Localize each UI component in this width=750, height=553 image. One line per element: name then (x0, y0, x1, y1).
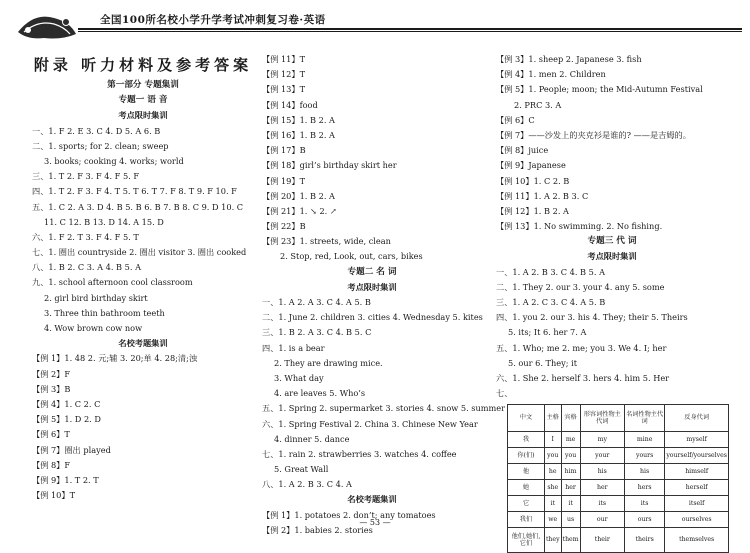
answer-line: 【例 20】1. B 2. A (262, 190, 335, 201)
answer-line: 【例 2】1. babies 2. stories (262, 524, 373, 535)
table-cell: himself (665, 464, 729, 480)
table-cell: herself (665, 480, 729, 496)
table-cell: 我 (508, 432, 545, 448)
table-header-cell: 宾格 (561, 405, 580, 432)
answer-line: 【例 19】T (262, 175, 306, 186)
answer-line: 四、1. T 2. F 3. F 4. T 5. T 6. T 7. F 8. T 9. F 10. F (32, 186, 237, 197)
answer-line: 三、1. A 2. C 3. C 4. A 5. B (496, 297, 606, 307)
answer-line: 【例 9】Japanese (496, 160, 566, 171)
table-cell: themselves (665, 528, 729, 553)
table-cell: they (544, 528, 561, 553)
answer-line: 【例 10】1. C 2. B (496, 175, 570, 186)
table-cell: your (580, 448, 624, 464)
table-cell: him (561, 464, 580, 480)
table-cell: his (624, 464, 664, 480)
table-cell: yourself/yourselves (665, 448, 729, 464)
answer-line: 【例 10】T (32, 490, 76, 501)
table-row (508, 496, 729, 512)
page-number: — 53 — (359, 518, 391, 527)
table-cell: ours (624, 512, 664, 528)
table-cell: I (544, 432, 561, 448)
table-cell: ourselves (665, 512, 729, 528)
table-row (508, 448, 729, 464)
answer-line: 专题一 语 音 (118, 95, 168, 106)
answer-line: 4. are leaves 5. Who’s (274, 388, 366, 399)
answer-line: 【例 1】1. potatoes 2. don’t; any tomatoes (262, 509, 436, 520)
answer-line: 【例 6】C (496, 114, 535, 125)
table-cell: me (561, 432, 580, 448)
table-cell: our (580, 512, 624, 528)
answer-line: 一、1. F 2. E 3. C 4. D 5. A 6. B (32, 125, 161, 136)
table-cell: us (561, 512, 580, 528)
answer-line: 【例 17】B (262, 145, 306, 156)
table-header-cell: 中文 (508, 405, 545, 432)
answer-line: 【例 11】T (262, 54, 306, 64)
answer-line: 【例 16】1. B 2. A (262, 129, 335, 140)
column-left (32, 52, 254, 503)
answer-line: 【例 1】1. 48 2. 元;辅 3. 20;单 4. 28;清;浊 (32, 353, 198, 364)
answer-line: 八、1. B 2. C 3. A 4. B 5. A (32, 262, 141, 273)
table-cell: mine (624, 432, 664, 448)
table-row (508, 464, 729, 480)
table-cell: you (561, 448, 580, 464)
table-cell: 他 (508, 464, 545, 480)
answer-line: 二、1. June 2. children 3. cities 4. Wednesday 5. kites (262, 312, 483, 323)
table-header-cell: 形容词性物主代词 (580, 405, 624, 432)
answer-line: 2. PRC 3. A (514, 99, 562, 110)
answer-line: 名校考题集训 (347, 494, 397, 505)
answer-line: 七、 (496, 388, 513, 399)
answer-line: 2. Stop, red, Look, out, cars, bikes (280, 251, 423, 262)
answer-line: 【例 23】1. streets, wide, clean (262, 236, 391, 247)
answer-line: 5. Great Wall (274, 464, 329, 475)
column-right (496, 52, 728, 401)
table-cell: itself (665, 496, 729, 512)
table-cell: he (544, 464, 561, 480)
answer-line: 【例 9】1. T 2. T (32, 474, 99, 485)
answer-line: 【例 5】1. D 2. D (32, 414, 101, 425)
table-cell: her (561, 480, 580, 496)
answer-line: 专题二 名 词 (347, 266, 397, 277)
answer-line: 【例 22】B (262, 221, 306, 232)
answer-line: 考点限时集训 (587, 251, 637, 262)
answer-line: 【例 15】1. B 2. A (262, 114, 335, 125)
answer-line: 5. our 6. They; it (508, 357, 578, 368)
table-header-row (508, 405, 729, 432)
answer-line: 【例 12】T (262, 69, 306, 80)
answer-line: 【例 2】F (32, 368, 71, 379)
table-cell: 你(们) (508, 448, 545, 464)
answer-line: 二、1. They 2. our 3. your 4. any 5. some (496, 281, 665, 292)
answer-line: 六、1. She 2. herself 3. hers 4. him 5. Her (496, 372, 670, 383)
table-header-cell: 名词性物主代词 (624, 405, 664, 432)
answer-line: 【例 14】food (262, 99, 318, 110)
answer-line: 三、1. B 2. A 3. C 4. B 5. C (262, 327, 372, 338)
table-cell: 我们 (508, 512, 545, 528)
answer-line: 11. C 12. B 13. D 14. A 15. D (44, 216, 164, 227)
answer-line: 一、1. A 2. B 3. C 4. B 5. A (496, 266, 605, 277)
answer-line: 八、1. A 2. B 3. C 4. A (262, 479, 352, 490)
table-row (508, 432, 729, 448)
table-cell: them (561, 528, 580, 553)
answer-line: 【例 4】1. C 2. C (32, 398, 101, 409)
answer-line: 【例 3】B (32, 383, 71, 394)
answer-line: 3. Three thin bathroom teeth (44, 307, 165, 318)
answer-line: 2. They are drawing mice. (274, 357, 383, 368)
column-middle (262, 52, 506, 538)
answer-line: 【例 13】1. No swimming. 2. No fishing. (496, 221, 663, 232)
answer-line: 【例 6】T (32, 429, 70, 440)
answer-line: 五、1. Spring 2. supermarket 3. stories 4. snow 5. summer (262, 403, 506, 414)
table-cell: you (544, 448, 561, 464)
table-cell: we (544, 512, 561, 528)
header-title: 全国100所名校小学升学考试冲刺复习卷·英语 (100, 14, 326, 26)
answer-line: 七、1. 圈出 countryside 2. 圈出 visitor 3. 圈出 cooked (32, 247, 247, 258)
answer-line: 附录 听力材料及参考答案 (33, 56, 253, 74)
table-cell: their (580, 528, 624, 553)
table-cell: 她 (508, 480, 545, 496)
table-header-cell: 反身代词 (665, 405, 729, 432)
table-cell: 它 (508, 496, 545, 512)
answer-line: 【例 5】1. People; moon; the Mid-Autumn Festival (496, 84, 703, 95)
header-rule-thin (78, 31, 742, 32)
answer-line: 【例 21】1. ↘ 2. ↗ (262, 205, 337, 216)
answer-line: 4. Wow brown cow now (44, 323, 143, 333)
answer-line: 【例 8】F (32, 459, 71, 470)
table-row (508, 528, 729, 553)
answer-line: 四、1. is a bear (262, 342, 325, 353)
pronoun-table (507, 404, 729, 553)
answer-line: 考点限时集训 (118, 110, 168, 121)
answer-line: 2. girl bird birthday skirt (44, 292, 148, 303)
table-cell: her (580, 480, 624, 496)
table-row (508, 480, 729, 496)
answer-line: 【例 11】1. A 2. B 3. C (496, 190, 589, 201)
answer-line: 七、1. rain 2. strawberries 3. watches 4. coffee (262, 448, 457, 459)
table-cell: it (561, 496, 580, 512)
answer-line: 专题三 代 词 (587, 236, 637, 247)
answer-line: 五、1. C 2. A 3. D 4. B 5. B 6. B 7. B 8. C 9. D 10. C (32, 201, 244, 212)
answer-line: 3. books; cooking 4. works; world (44, 155, 184, 166)
table-cell: it (544, 496, 561, 512)
answer-line: 【例 7】圈出 played (32, 444, 111, 455)
answer-line: 六、1. F 2. T 3. F 4. F 5. T (32, 231, 139, 242)
answer-line: 4. dinner 5. dance (274, 433, 350, 444)
answer-line: 5. its; It 6. her 7. A (508, 327, 587, 338)
table-cell: his (580, 464, 624, 480)
table-cell: my (580, 432, 624, 448)
answer-line: 二、1. sports; for 2. clean; sweep (32, 140, 169, 151)
answer-line: 【例 8】juice (496, 145, 549, 156)
answer-line: 【例 18】girl’s birthday skirt her (262, 160, 397, 171)
answer-line: 3. What day (274, 372, 324, 383)
table-cell: theirs (624, 528, 664, 553)
table-cell: its (624, 496, 664, 512)
series-logo (14, 10, 80, 44)
answer-line: 九、1. school afternoon cool classroom (32, 277, 193, 288)
answer-line: 一、1. A 2. A 3. C 4. A 5. B (262, 297, 371, 307)
page-header (8, 4, 742, 44)
table-cell: yours (624, 448, 664, 464)
table-cell: she (544, 480, 561, 496)
header-rule (78, 28, 742, 30)
table-cell: myself (665, 432, 729, 448)
answer-line: 【例 12】1. B 2. A (496, 205, 569, 216)
answer-line: 考点限时集训 (347, 281, 397, 292)
table-header-cell: 主格 (544, 405, 561, 432)
answer-line: 第一部分 专题集训 (107, 80, 179, 90)
answer-line: 名校考题集训 (118, 338, 168, 349)
table-cell: its (580, 496, 624, 512)
answer-line: 三、1. T 2. F 3. F 4. F 5. F (32, 171, 140, 182)
answer-line: 六、1. Spring Festival 2. China 3. Chinese New Year (262, 418, 478, 429)
answer-line: 五、1. Who; me 2. me; you 3. We 4. I; her (496, 342, 667, 353)
table-cell: 他们,她们,它们 (508, 528, 545, 553)
answer-line: 【例 13】T (262, 84, 306, 95)
table-cell: hers (624, 480, 664, 496)
answer-line: 【例 7】——沙发上的夹克衫是谁的? ——是吉姆的。 (496, 129, 691, 140)
answer-line: 【例 4】1. men 2. Children (496, 69, 606, 80)
answer-line: 【例 3】1. sheep 2. Japanese 3. fish (496, 54, 642, 64)
answer-line: 四、1. you 2. our 3. his 4. They; their 5. Theirs (496, 312, 688, 323)
